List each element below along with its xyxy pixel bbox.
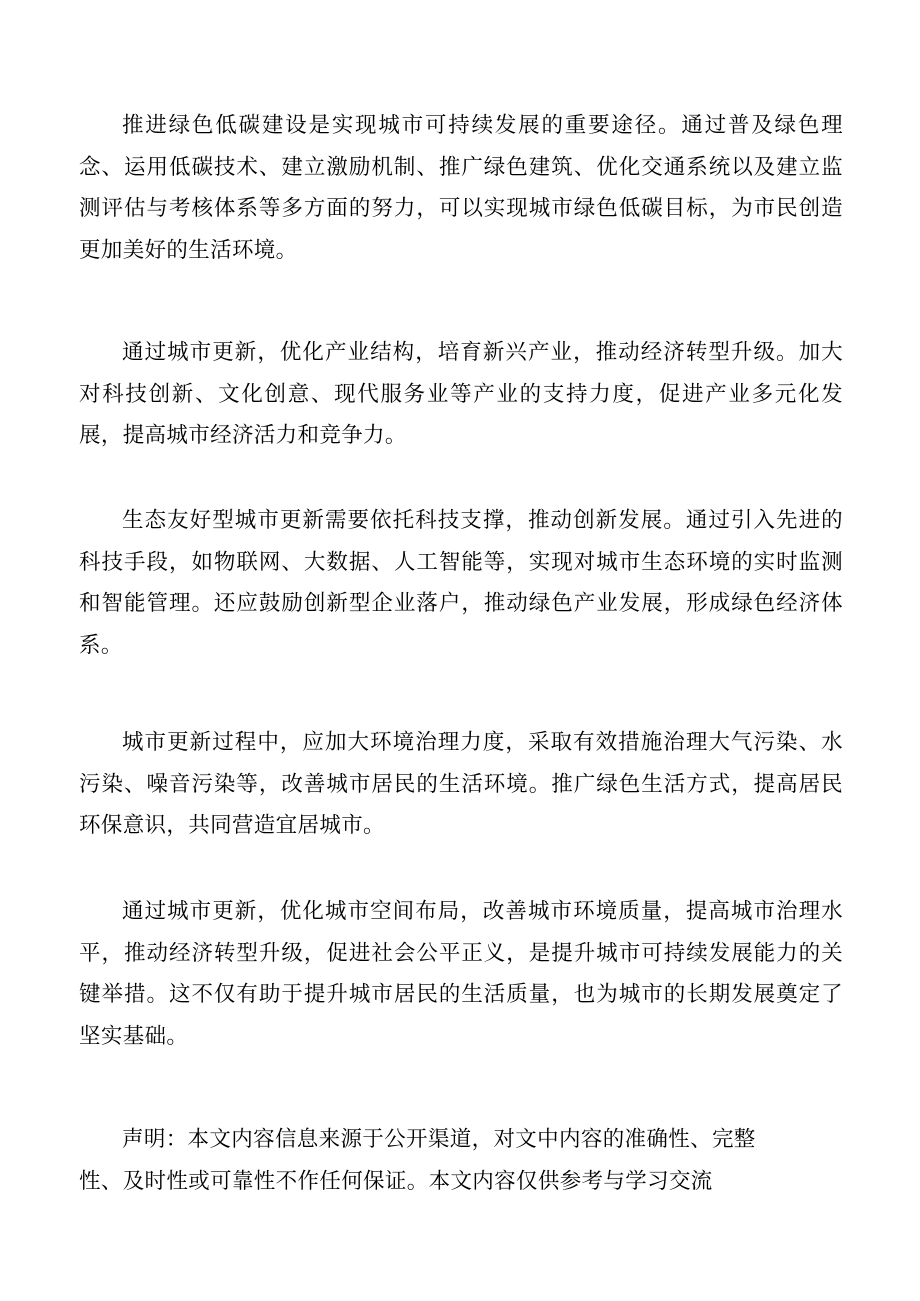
paragraph-industrial-structure: 通过城市更新，优化产业结构，培育新兴产业，推动经济转型升级。加大对科技创新、文化创意、现代服务业等产业的支持力度，促进产业多元化发展，提高城市经济活力和竞争力。: [79, 340, 843, 448]
paragraph-green-low-carbon: 推进绿色低碳建设是实现城市可持续发展的重要途径。通过普及绿色理念、运用低碳技术、建立激励机制、推广绿色建筑、优化交通系统以及建立监测评估与考核体系等多方面的努力，可以实现城市绿色低碳目标，为市民创造更加美好的生活环境。: [79, 113, 843, 263]
disclaimer-text: 声明：本文内容信息来源于公开渠道，对文中内容的准确性、完整性、及时性或可靠性不作任何保证。本文内容仅供参考与学习交流: [79, 1127, 756, 1194]
paragraph-conclusion: 通过城市更新，优化城市空间布局，改善城市环境质量，提高城市治理水平，推动经济转型升级，促进社会公平正义，是提升城市可持续发展能力的关键举措。这不仅有助于提升城市居民的生活质量，也为城市的长期发展奠定了坚实基础。: [79, 899, 843, 1049]
paragraph-tech-support: 生态友好型城市更新需要依托科技支撑，推动创新发展。通过引入先进的科技手段，如物联网、大数据、人工智能等，实现对城市生态环境的实时监测和智能管理。还应鼓励创新型企业落户，推动绿色产业发展，形成绿色经济体系。: [79, 508, 843, 658]
paragraph-environmental-governance: 城市更新过程中，应加大环境治理力度，采取有效措施治理大气污染、水污染、噪音污染等，改善城市居民的生活环境。推广绿色生活方式，提高居民环保意识，共同营造宜居城市。: [79, 730, 843, 838]
